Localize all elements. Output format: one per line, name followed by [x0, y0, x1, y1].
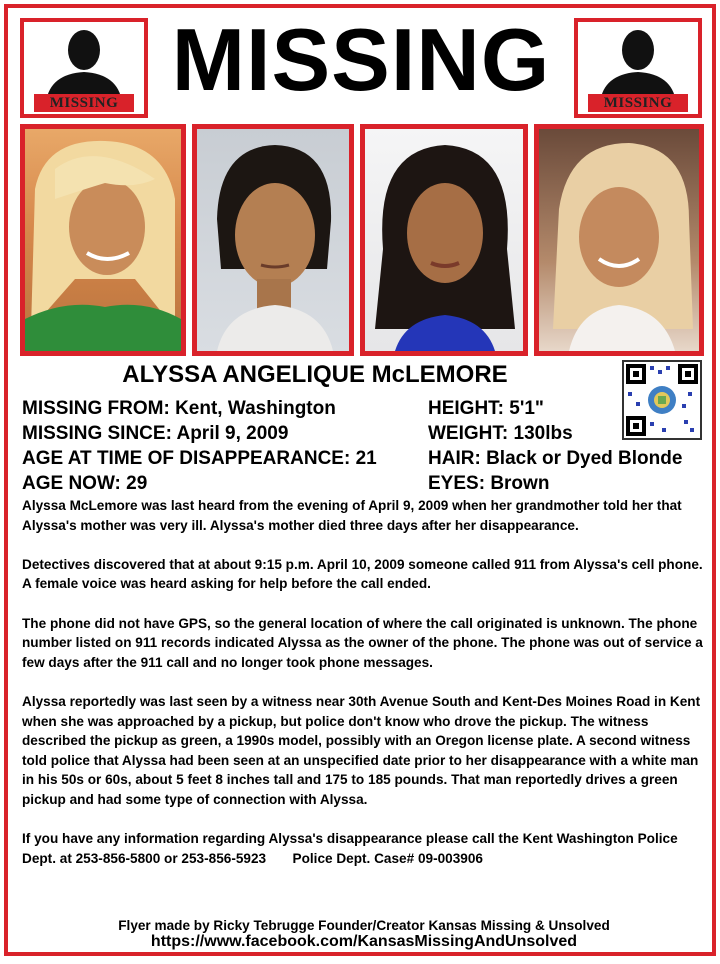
fact-weight: WEIGHT: 130lbs: [428, 423, 573, 444]
fact-hair: HAIR: Black or Dyed Blonde: [428, 448, 683, 469]
page-title: MISSING: [171, 10, 551, 109]
qr-code-icon: [622, 360, 702, 440]
fact-eyes: EYES: Brown: [428, 473, 550, 494]
silhouette-badge-left: [20, 18, 148, 118]
photo-1: [20, 124, 186, 356]
facebook-link[interactable]: https://www.facebook.com/KansasMissingAndUnsolved: [150, 933, 578, 950]
photo-4: [534, 124, 704, 356]
contact-info: If you have any information regarding Alyssa's disappearance please call the Kent Washington Police Dept. at 253-856-5800 or 253-856-5923 Police Dept. Case# 09-003906: [22, 831, 678, 866]
missing-flyer: [4, 4, 716, 956]
story-paragraph: Alyssa reportedly was last seen by a witness near 30th Avenue South and Kent-Des Moines Road in Kent when she was approached by a pickup, but police don't know who drove the pickup. The witness described the pickup as green, a 1990s model, possibly with an Oregon license plate. A second witness told police that Alyssa had been seen at an unspecified date prior to her disappearance with a white man in his 50s or 60s, about 5 feet 8 inches tall and 175 to 185 pounds. That man reportedly drives a green pickup and had some type of connection with Alyssa.: [22, 693, 701, 807]
fact-missing-from: MISSING FROM: Kent, Washington: [22, 398, 336, 419]
fact-height: HEIGHT: 5'1": [428, 398, 544, 419]
silhouette-badge-right: [574, 18, 702, 118]
story-paragraph: Alyssa McLemore was last heard from the evening of April 9, 2009 when her grandmother told her that Alyssa's mother was very ill. Alyssa's mother died three days after her disappearance.: [22, 498, 682, 533]
silhouette-tag: MISSING: [588, 94, 688, 112]
case-description: [22, 496, 708, 868]
photo-2: [192, 124, 354, 356]
story-paragraph: The phone did not have GPS, so the general location of where the call originated is unknown. The phone number listed on 911 records indicated Alyssa as the owner of the phone. The phone was out of service a few days after the 911 call and no longer took phone messages.: [22, 615, 703, 670]
fact-missing-since: MISSING SINCE: April 9, 2009: [22, 423, 289, 444]
fact-age-now: AGE NOW: 29: [22, 473, 148, 494]
case-number: Police Dept. Case# 09-003906: [292, 850, 483, 866]
flyer-credit: Flyer made by Ricky Tebrugge Founder/Creator Kansas Missing & Unsolved: [118, 918, 610, 933]
silhouette-tag: MISSING: [34, 94, 134, 112]
story-paragraph: Detectives discovered that at about 9:15 p.m. April 10, 2009 someone called 911 from Alyssa's cell phone. A female voice was heard asking for help before the call ended.: [22, 556, 703, 592]
person-name: ALYSSA ANGELIQUE McLEMORE: [122, 361, 508, 388]
fact-age-at-disappearance: AGE AT TIME OF DISAPPEARANCE: 21: [22, 448, 377, 469]
photo-3: [360, 124, 528, 356]
